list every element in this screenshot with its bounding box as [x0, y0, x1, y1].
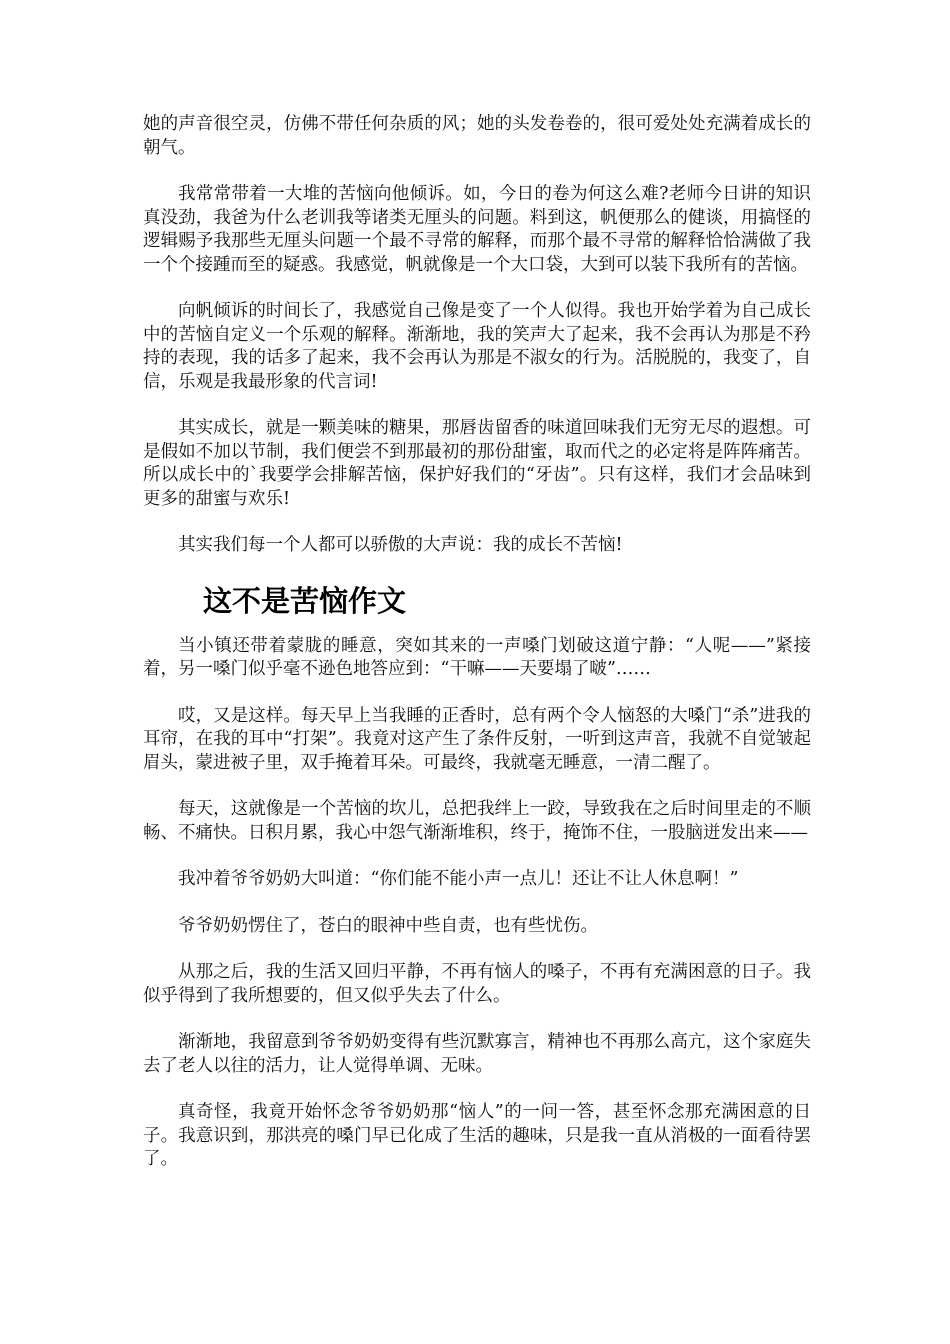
paragraph: 我冲着爷爷奶奶大叫道：“你们能不能小声一点儿！还让不让人休息啊！”	[178, 869, 739, 889]
paragraph: 真奇怪，我竟开始怀念爷爷奶奶那“恼人”的一问一答，甚至怀念那充满困意的日子。我意识到，那洪亮的嗓门早已化成了生活的趣味，只是我一直从消极的一面看待罢了。	[143, 1102, 811, 1169]
paragraph: 向帆倾诉的时间长了，我感觉自己像是变了一个人似得。我也开始学着为自己成长中的苦恼自定义一个乐观的解释。渐渐地，我的笑声大了起来，我不会再认为那是不矜持的表现，我的话多了起来，我不会再认为那是不淑女的行为。活脱脱的，我变了，自信，乐观是我最形象的代言词!	[143, 301, 811, 392]
paragraph: 从那之后，我的生活又回归平静，不再有恼人的嗓子，不再有充满困意的日子。我似乎得到了我所想要的，但又似乎失去了什么。	[143, 962, 811, 1006]
paragraph: 当小镇还带着蒙胧的睡意，突如其来的一声嗓门划破这道宁静：“人呢——”紧接着，另一嗓门似乎毫不逊色地答应到：“干嘛——天要塌了啵”……	[143, 635, 811, 679]
paragraph: 每天，这就像是一个苦恼的坎儿，总把我绊上一跤，导致我在之后时间里走的不顺畅、不痛快。日积月累，我心中怨气渐渐堆积，终于，掩饰不住，一股脑迸发出来——	[143, 799, 811, 843]
paragraph: 哎，又是这样。每天早上当我睡的正香时，总有两个令人恼怒的大嗓门“杀”进我的耳帘，在我的耳中“打架”。我竟对这产生了条件反射，一听到这声音，我就不自觉皱起眉头，蒙进被子里，双手掩着耳朵。可最终，我就毫无睡意，一清二醒了。	[143, 705, 811, 773]
paragraph: 其实我们每一个人都可以骄傲的大声说：我的成长不苦恼!	[178, 535, 623, 555]
paragraph: 我常常带着一大堆的苦恼向他倾诉。如，今日的卷为何这么难?老师今日讲的知识真没劲，我爸为什么老训我等诸类无厘头的问题。料到这，帆便那么的健谈，用搞怪的逻辑赐予我那些无厘头问题一个最不寻常的解释，而那个最不寻常的解释恰恰满做了我一个个接踵而至的疑惑。我感觉，帆就像是一个大口袋，大到可以装下我所有的苦恼。	[143, 184, 811, 275]
paragraph: 其实成长，就是一颗美味的糖果，那唇齿留香的味道回味我们无穷无尽的遐想。可是假如不加以节制，我们便尝不到那最初的那份甜蜜，取而代之的必定将是阵阵痛苦。所以成长中的`我要学会排解苦恼，保护好我们的“牙齿”。只有这样，我们才会品味到更多的甜蜜与欢乐!	[143, 418, 811, 509]
document-page	[143, 113, 811, 1195]
paragraph: 爷爷奶奶愣住了，苍白的眼神中些自责，也有些忧伤。	[178, 915, 598, 936]
paragraph: 她的声音很空灵，仿佛不带任何杂质的风；她的头发卷卷的，很可爱处处充满着成长的朝气。	[143, 114, 811, 158]
paragraph: 渐渐地，我留意到爷爷奶奶变得有些沉默寡言，精神也不再那么高亢，这个家庭失去了老人以往的活力，让人觉得单调、无味。	[143, 1032, 811, 1076]
article-title: 这不是苦恼作文	[203, 583, 407, 618]
